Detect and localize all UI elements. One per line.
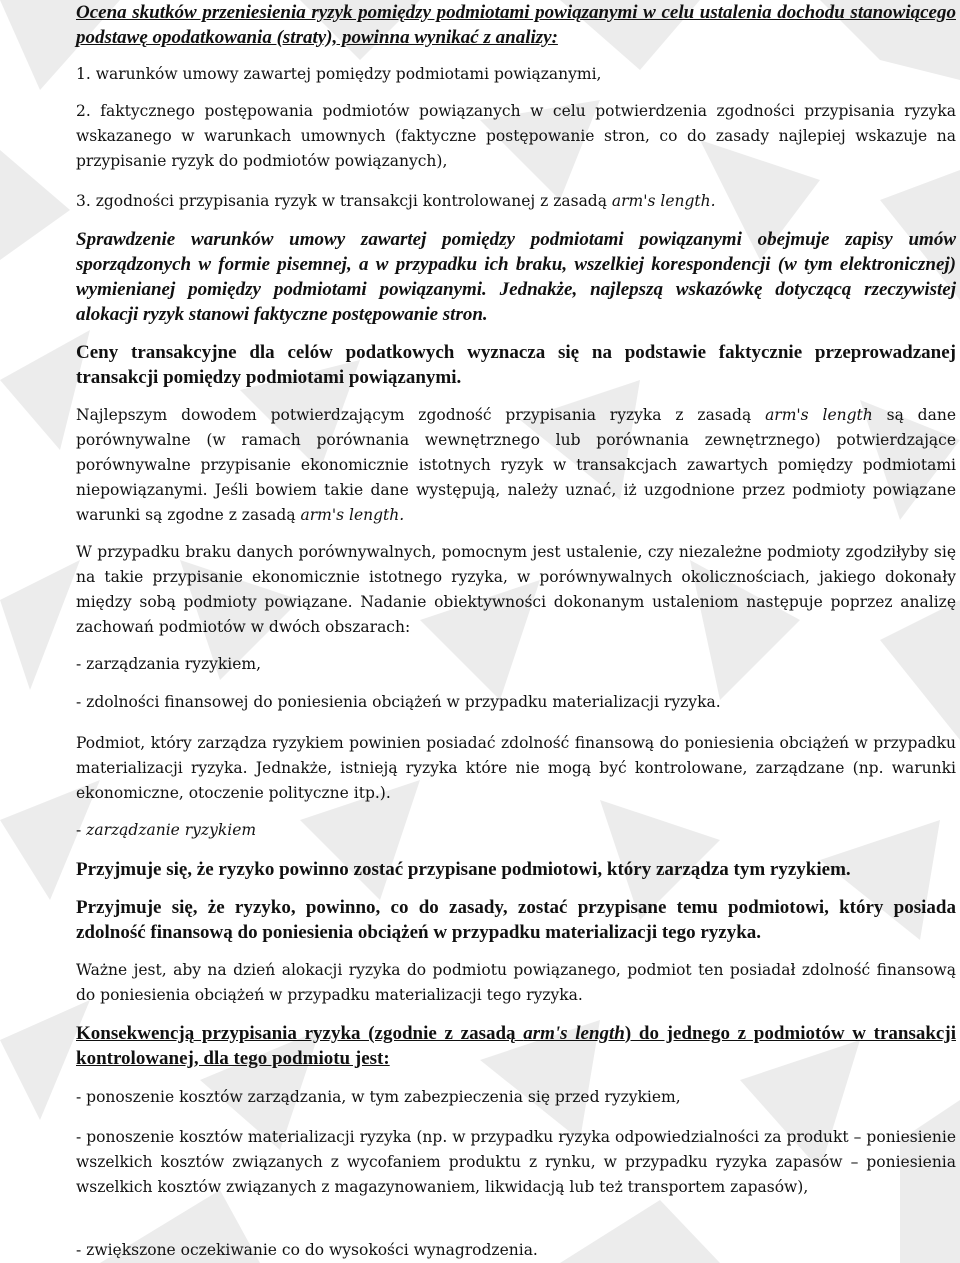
no-comparable-data-paragraph: W przypadku braku danych porównywalnych, pomocnym jest ustalenie, czy niezależne podmioty zgodziłyby się na takie przypisanie ekonomicznie istotnego ryzyka, w porównywalnych okolicznościach, jakiego dokonały między sobą podmioty powiązane. Nadanie obiektywności dokonanym ustaleniom następuje poprzez analizę zachowań podmiotów w dwóch obszarach: (76, 543, 956, 636)
rule-management: Przyjmuje się, że ryzyko powinno zostać przypisane podmiotowi, który zarządza tym ryzykiem. (76, 859, 851, 880)
best-evidence-paragraph: Najlepszym dowodem potwierdzającym zgodność przypisania ryzyka z zasadą arm's length są dane porównywalne (w ramach porównania wewnętrznego lub porównania zewnętrznego) potwierdzające porównywalne przypisanie ekonomicznie istotnych ryzyk w transakcjach zawartych pomiędzy podmiotami niepowiązanymi. Jeśli bowiem takie dane występują, należy uznać, iż uzgodnione przez podmioty powiązane warunki są zgodne z zasadą arm's length. (76, 406, 956, 524)
consequence-item: - zwiększone oczekiwanie co do wysokości wynagrodzenia. (76, 1241, 538, 1259)
analysis-item-1: 1. warunków umowy zawartej pomiędzy podmiotami powiązanymi, (76, 65, 602, 83)
analysis-item-3: 3. zgodności przypisania ryzyk w transakcji kontrolowanej z zasadą arm's length. (76, 192, 716, 210)
analysis-item-2: 2. faktycznego postępowania podmiotów powiązanych w celu potwierdzenia zgodności przypisania ryzyka wskazanego w warunkach umownych (faktyczne postępowanie stron, co do zasady najlepiej wskazuje na przypisanie ryzyk do podmiotów powiązanych), (76, 102, 956, 170)
analysis-heading: Ocena skutków przeniesienia ryzyk pomiędzy podmiotami powiązanymi w celu ustalenia dochodu stanowiącego podstawę opodatkowania (straty), powinna wynikać z analizy: (76, 2, 956, 48)
important-note-paragraph: Ważne jest, aby na dzień alokacji ryzyka do podmiotu powiązanego, podmiot ten posiadał zdolność finansową do poniesienia obciążeń w przypadku materializacji tego ryzyka. (76, 961, 956, 1004)
area-risk-management: - zarządzania ryzykiem, (76, 655, 262, 673)
consequence-item: - ponoszenie kosztów materializacji ryzyka (np. w przypadku ryzyka odpowiedzialności za produkt – poniesienie wszelkich kosztów związanych z wycofaniem produktu z rynku, w przypadku ryzyka zapasów – poniesienia wszelkich kosztów związanych z magazynowaniem, likwidacją lub też transportem zapasów), (76, 1128, 956, 1196)
contract-check-paragraph: Sprawdzenie warunków umowy zawartej pomiędzy podmiotami powiązanymi obejmuje zapisy umów sporządzonych w formie pisemnej, a w przypadku ich braku, wszelkiej korespondencji (w tym elektronicznej) wymienianej pomiędzy podmiotami powiązanymi. Jednakże, najlepszą wskazówkę dotyczącą rzeczywistej alokacji ryzyk stanowi faktyczne postępowanie stron. (76, 229, 956, 325)
transaction-prices-paragraph: Ceny transakcyjne dla celów podatkowych wyznacza się na podstawie faktycznie przeprowadzanej transakcji pomiędzy podmiotami powiązanymi. (76, 342, 956, 388)
area-financial-capacity: - zdolności finansowej do poniesienia obciążeń w przypadku materializacji ryzyka. (76, 693, 721, 711)
risk-management-subheading: - zarządzanie ryzykiem (76, 821, 257, 839)
consequence-heading: Konsekwencją przypisania ryzyka (zgodnie z zasadą arm's length) do jednego z podmiotów w transakcji kontrolowanej, dla tego podmiotu jest: (76, 1023, 956, 1069)
entity-paragraph: Podmiot, który zarządza ryzykiem powinien posiadać zdolność finansową do poniesienia obciążeń w przypadku materializacji ryzyka. Jednakże, istnieją ryzyka które nie mogą być kontrolowane, zarządzane (np. warunki ekonomiczne, otoczenie polityczne itp.). (76, 734, 956, 802)
consequence-item: - ponoszenie kosztów zarządzania, w tym zabezpieczenia się przed ryzykiem, (76, 1088, 681, 1106)
rule-financial-capacity: Przyjmuje się, że ryzyko, powinno, co do zasady, zostać przypisane temu podmiotowi, który posiada zdolność finansową do poniesienia obciążeń w przypadku materializacji tego ryzyka. (76, 897, 956, 943)
